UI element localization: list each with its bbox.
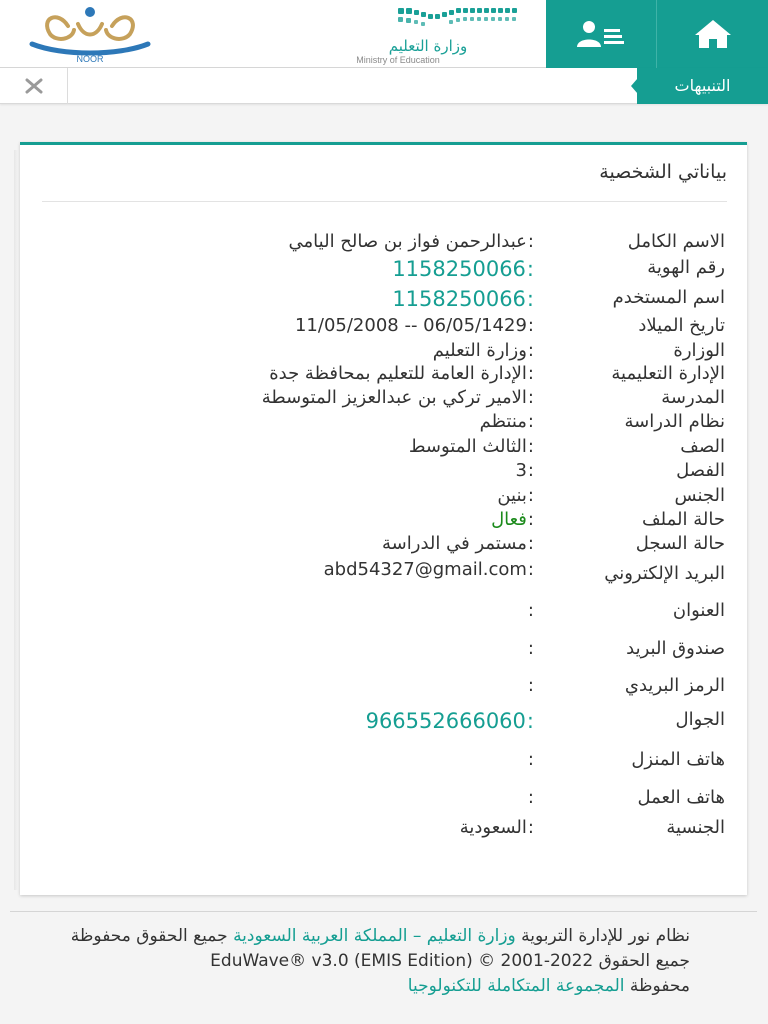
field-value: :عبدالرحمن فواز بن صالح اليامي (288, 231, 534, 252)
alerts-label[interactable]: التنبيهات (637, 68, 768, 104)
footer-text: جميع الحقوق محفوظة (70, 926, 228, 946)
field-value: :الامير تركي بن عبدالعزيز المتوسطة (261, 387, 534, 408)
field-home-phone (20, 749, 747, 777)
home-button[interactable] (657, 0, 768, 68)
field-email (20, 559, 747, 591)
field-value: : (527, 600, 534, 621)
field-label: البريد الإلكتروني (604, 563, 725, 584)
alerts-close-button[interactable] (0, 68, 68, 104)
field-value: :بنين (497, 485, 534, 506)
field-value: :الثالث المتوسط (408, 436, 534, 457)
field-label: اسم المستخدم (612, 287, 725, 308)
field-value: :الإدارة العامة للتعليم بمحافظة جدة (269, 363, 534, 384)
ministry-link[interactable]: وزارة التعليم – المملكة العربية السعودية (233, 926, 516, 946)
app-header (0, 0, 768, 68)
status-badge: فعال (491, 509, 527, 530)
field-value: : (527, 749, 534, 770)
field-value: :منتظم (479, 411, 534, 432)
field-value: :966552666060 (365, 709, 534, 733)
field-po-box (20, 638, 747, 666)
personal-data-card (20, 142, 747, 895)
field-label: هاتف المنزل (631, 749, 725, 770)
footer-version: EduWave® v3.0 (EMIS Edition) © 2001-2022 (210, 951, 594, 971)
company-link[interactable]: المجموعة المتكاملة للتكنولوجيا (407, 976, 625, 996)
card-title: بياناتي الشخصية (599, 161, 727, 183)
svg-text:NOOR: NOOR (76, 54, 104, 64)
footer-text: جميع الحقوق (598, 951, 690, 971)
field-label: المدرسة (661, 387, 725, 408)
field-username (20, 287, 747, 315)
svg-text:Ministry of Education: Ministry of Education (356, 55, 440, 65)
field-label: الصف (680, 436, 725, 457)
field-label: الجنس (674, 485, 725, 506)
field-value: :1158250066 (392, 257, 534, 281)
field-full-name (20, 231, 747, 259)
field-label: رقم الهوية (647, 257, 725, 278)
field-label: حالة السجل (635, 533, 725, 554)
alerts-bar (0, 68, 768, 104)
field-value: :11/05/2008 -- 06/05/1429 (294, 315, 534, 336)
footer-text: محفوظة (629, 976, 690, 996)
field-value: :1158250066 (392, 287, 534, 311)
field-value: : (527, 638, 534, 659)
field-mobile (20, 709, 747, 737)
svg-text:وزارة التعليم: وزارة التعليم (388, 37, 468, 55)
field-label: الوزارة (673, 340, 725, 361)
field-postal-code (20, 675, 747, 703)
field-value: :وزارة التعليم (432, 340, 534, 361)
field-label: الجوال (675, 709, 725, 730)
header-nav (546, 0, 768, 68)
field-label: الجنسية (666, 817, 725, 838)
field-label: هاتف العمل (637, 787, 725, 808)
card-divider (42, 201, 727, 202)
card-edge (14, 150, 18, 890)
home-icon (693, 18, 733, 50)
field-label: صندوق البريد (626, 638, 725, 659)
close-icon (24, 78, 44, 94)
ministry-logo (332, 4, 524, 66)
field-work-phone (20, 787, 747, 815)
field-value: :3 (515, 460, 534, 481)
field-value: : (527, 675, 534, 696)
field-label: تاريخ الميلاد (638, 315, 725, 336)
field-label: الاسم الكامل (627, 231, 725, 252)
field-value: :مستمر في الدراسة (382, 533, 534, 554)
field-label: العنوان (672, 600, 725, 621)
profile-button[interactable] (546, 0, 657, 68)
field-value: :السعودية (459, 817, 534, 838)
field-class (20, 460, 747, 488)
footer-copyright (40, 924, 690, 999)
field-id-number (20, 257, 747, 285)
noor-logo (28, 4, 152, 64)
field-nationality (20, 817, 747, 845)
field-label: الفصل (676, 460, 725, 481)
field-label: حالة الملف (642, 509, 725, 530)
user-list-icon (576, 19, 626, 49)
field-label: الإدارة التعليمية (611, 363, 725, 384)
footer-divider (10, 911, 757, 912)
field-value: :abd54327@gmail.com (323, 559, 534, 580)
field-record-status (20, 533, 747, 561)
field-birth-date (20, 315, 747, 343)
field-study-system (20, 411, 747, 439)
field-label: الرمز البريدي (624, 675, 725, 696)
footer-text: نظام نور للإدارة التربوية (521, 926, 690, 946)
field-value: : (527, 787, 534, 808)
field-value: :فعال (491, 509, 534, 530)
field-address (20, 600, 747, 628)
field-label: نظام الدراسة (624, 411, 725, 432)
